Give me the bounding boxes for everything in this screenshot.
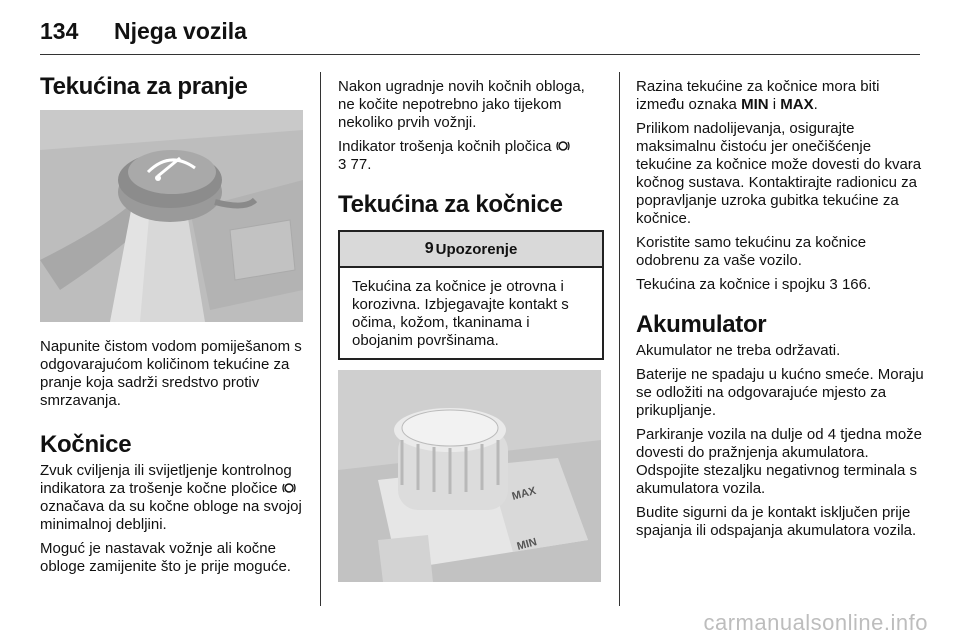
page-number: 134 <box>40 18 79 44</box>
column-3 <box>636 78 926 546</box>
refill-text: Prilikom nadolijevanja, osigurajte maksimalnu čistoću jer onečišćenje tekućine za kočnice može dovesti do kvara kočnog sustava. Kontaktirajte radionicu za popravljanje uzroka gubitka tekućine za kočnice. <box>636 120 922 227</box>
brakes-paragraph-1 <box>40 462 306 534</box>
brake-fluid-reservoir-photo <box>338 370 601 582</box>
column-1 <box>40 72 306 582</box>
brake-wear-indicator-icon <box>282 481 296 495</box>
warning-text: Tekućina za kočnice je otrovna i korozivna. Izbjegavajte kontakt s očima, kožom, tkaninama i obojanim površinama. <box>352 278 569 349</box>
warning-title: Upozorenje <box>435 240 518 258</box>
max-mark: MAX <box>780 96 814 113</box>
brake-wear-indicator-icon <box>556 139 570 153</box>
column-2 <box>338 78 604 582</box>
brakes-p1-text-b: označava da su kočne obloge na svojoj minimalnoj debljini. <box>40 498 302 533</box>
page-header <box>40 16 920 50</box>
level-text-a: Razina tekućine za kočnice mora biti između oznaka <box>636 78 880 113</box>
min-label: MIN <box>515 536 539 553</box>
battery-heading: Akumulator <box>636 311 767 338</box>
brakes-paragraph-2: Moguć je nastavak vožnje ali kočne obloge zamijenite što je prije moguće. <box>40 540 291 575</box>
level-text-dot: . <box>813 96 818 113</box>
column-divider-1 <box>320 72 321 606</box>
washer-reservoir-photo <box>40 110 303 322</box>
brakes-heading: Kočnice <box>40 431 132 458</box>
warning-box <box>338 230 604 360</box>
battery-paragraph-2: Baterije ne spadaju u kućno smeće. Moraju se odložiti na odgovarajuće mjesto za prikupljanje. <box>636 366 924 419</box>
approved-fluid-text: Koristite samo tekućinu za kočnice odobrenu za vaše vozilo. <box>636 234 867 269</box>
battery-paragraph-1: Akumulator ne treba održavati. <box>636 342 841 359</box>
wear-indicator-text-a: Indikator trošenja kočnih pločica <box>338 138 552 155</box>
level-text <box>636 78 926 114</box>
wear-indicator-text <box>338 138 604 174</box>
warning-triangle-icon: 9 <box>424 240 434 257</box>
battery-paragraph-4: Budite sigurni da je kontakt isključen prije spajanja ili odspajanja akumulatora vozila. <box>636 504 917 539</box>
brakes-p1-text-a: Zvuk cviljenja ili svijetljenje kontrolnog indikatora za trošenje kočne pločice <box>40 462 292 497</box>
clutch-fluid-reference[interactable]: Tekućina za kočnice i spojku 3 166. <box>636 276 872 293</box>
header-rule <box>40 54 920 55</box>
battery-paragraph-3: Parkiranje vozila na dulje od 4 tjedna može dovesti do pražnjenja akumulatora. Odspojite stezaljku negativnog terminala s akumulatora vozila. <box>636 426 923 497</box>
level-text-i: i <box>772 96 777 113</box>
page-reference-77[interactable]: 3 77. <box>338 156 372 173</box>
washer-fluid-heading: Tekućina za pranje <box>40 73 248 100</box>
chapter-title: Njega vozila <box>114 18 247 44</box>
max-label: MAX <box>510 484 538 503</box>
brake-fluid-heading: Tekućina za kočnice <box>338 191 563 218</box>
column-divider-2 <box>619 72 620 606</box>
min-mark: MIN <box>741 96 769 113</box>
new-pads-text: Nakon ugradnje novih kočnih obloga, ne kočite nepotrebno jako tijekom nekoliko prvih vožnji. <box>338 78 585 131</box>
watermark: carmanualsonline.info <box>703 610 928 635</box>
warning-header <box>340 232 602 268</box>
washer-fluid-text: Napunite čistom vodom pomiješanom s odgovarajućom količinom tekućine za pranje koja sadrži sredstvo protiv smrzavanja. <box>40 338 302 409</box>
